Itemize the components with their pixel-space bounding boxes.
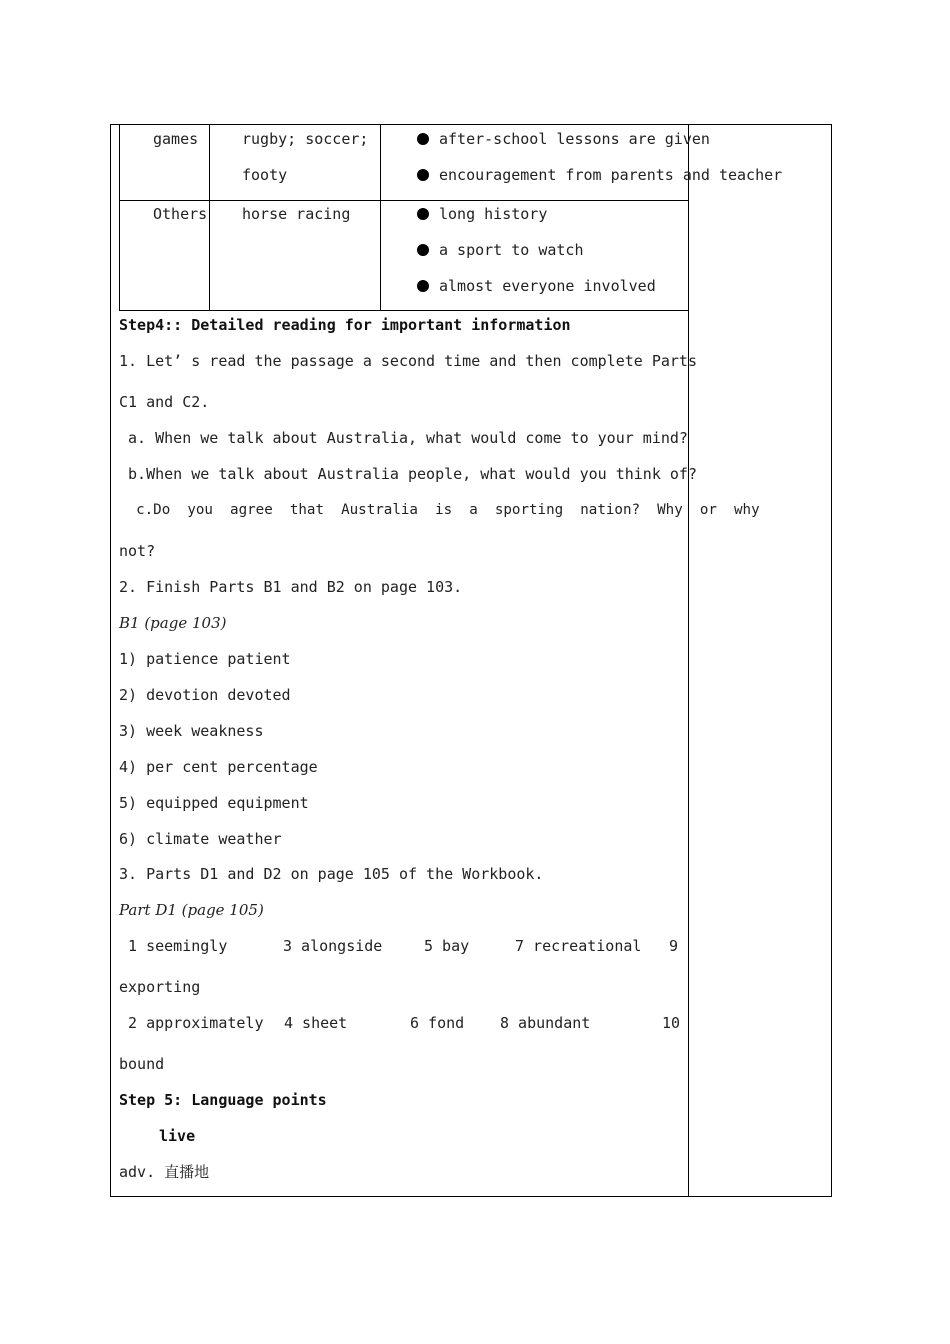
question-c-cont: not?	[119, 542, 156, 560]
bullet-icon	[417, 244, 429, 256]
question-b: b.When we talk about Australia people, what would you think of?	[119, 465, 697, 483]
table-cell-reason: long history	[439, 205, 548, 223]
bullet-icon	[417, 280, 429, 292]
inner-table-row-divider	[119, 200, 689, 201]
table-cell-reason: encouragement from parents and teacher	[439, 166, 783, 184]
table-cell-reason: a sport to watch	[439, 241, 584, 259]
table-cell-category: Others	[153, 205, 208, 223]
b1-answer: 5) equipped equipment	[119, 794, 309, 812]
inner-table-left-border	[119, 124, 120, 311]
d1-answer: 1 seemingly	[119, 937, 228, 955]
step4-item1-cont: C1 and C2.	[119, 393, 210, 411]
bullet-icon	[417, 133, 429, 145]
d1-answer: 7 recreational	[515, 937, 642, 955]
b1-answer: 6) climate weather	[119, 830, 282, 848]
d1-answer: 9	[669, 937, 679, 955]
right-column-divider	[688, 124, 689, 1197]
b1-label: B1 (page 103)	[119, 614, 227, 632]
d1-answer: 4 sheet	[284, 1014, 348, 1032]
language-point-definition: adv. 直播地	[119, 1163, 210, 1181]
table-cell-reason: after-school lessons are given	[439, 130, 710, 148]
b1-answer: 4) per cent percentage	[119, 758, 318, 776]
table-cell-reason: almost everyone involved	[439, 277, 656, 295]
step4-heading: Step4:: Detailed reading for important information	[119, 316, 571, 334]
table-cell-category: games	[153, 130, 199, 148]
step4-item2: 2. Finish Parts B1 and B2 on page 103.	[119, 578, 463, 596]
language-point-word: live	[159, 1127, 196, 1145]
table-cell-sport: footy	[242, 166, 288, 184]
bullet-icon	[417, 208, 429, 220]
step5-heading: Step 5: Language points	[119, 1091, 327, 1109]
step4-item3: 3. Parts D1 and D2 on page 105 of the Workbook.	[119, 865, 544, 883]
d1-answer: 3 alongside	[283, 937, 383, 955]
d1-answer-cont: bound	[119, 1055, 165, 1073]
table-cell-sport: rugby; soccer;	[242, 130, 369, 148]
d1-answer: 6 fond	[410, 1014, 465, 1032]
b1-answer: 2) devotion devoted	[119, 686, 291, 704]
d1-label: Part D1 (page 105)	[119, 901, 264, 919]
b1-answer: 3) week weakness	[119, 722, 264, 740]
table-cell-sport: horse racing	[242, 205, 351, 223]
question-a: a. When we talk about Australia, what would come to your mind?	[119, 429, 688, 447]
question-c: c.Do you agree that Australia is a sporting nation? Why or why	[119, 502, 760, 518]
d1-answer: 8 abundant	[500, 1014, 591, 1032]
inner-table-divider-2	[380, 124, 381, 311]
d1-answer-cont: exporting	[119, 978, 201, 996]
inner-table-bottom-border	[119, 310, 689, 311]
d1-answer: 5 bay	[424, 937, 470, 955]
step4-item1: 1. Let’ s read the passage a second time and then complete Parts	[119, 352, 697, 370]
bullet-icon	[417, 169, 429, 181]
d1-answer: 2 approximately	[119, 1014, 264, 1032]
inner-table-divider-1	[209, 124, 210, 311]
b1-answer: 1) patience patient	[119, 650, 291, 668]
d1-answer: 10	[662, 1014, 681, 1032]
